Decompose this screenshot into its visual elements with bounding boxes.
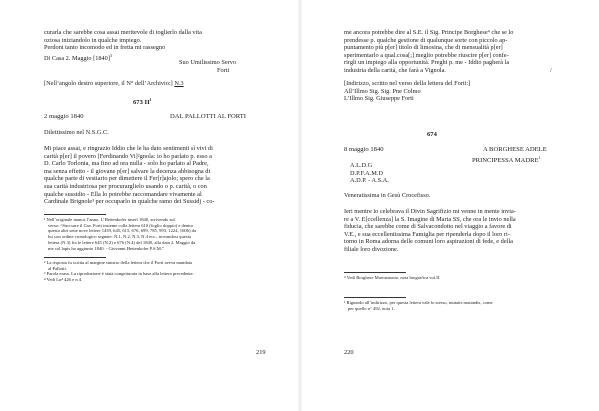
right-line-3: puntamento più p[er] titolo di limosina, che di mensualità p[er]	[344, 44, 503, 52]
right-recipient-2: PRINCIPESSA MADRE$^1$	[472, 155, 541, 165]
left-date-line: Di Casa 2. Maggio $[1840]^3$	[44, 52, 112, 62]
right-initials-2: D.P.F.A.M.D	[350, 169, 383, 177]
left-footnote-rule-2	[44, 257, 106, 258]
left-line-3: Perdoni tanto incomodo ed in fretta mi rassegno	[44, 44, 166, 52]
right-body-4: V.E., e sua eccellentissima Famiglia per ripenderla dopo il loro ri-	[344, 230, 510, 238]
left-footnote-a-5: lettera (N.3) fra le lettere 645 (N.2) e 676 (N.4) del 1840, alla data 2. Maggio da	[48, 239, 196, 245]
left-letter-date: 2 maggio 1840	[44, 113, 84, 120]
left-footnote-b-2: al Pallotti.	[48, 265, 67, 271]
left-salutation: Dilettissimo nel N.S.G.C.	[44, 129, 109, 136]
left-footnote-b-4: ⁴ Vedi Lu⁴ 426 e n 4.	[44, 277, 83, 283]
left-body-5: qualche parte di vestiario per dimettere il Fer[r]ajolo; spero che la	[44, 175, 210, 183]
left-body-3: D. Carlo Torlonia, ma fino ad ora nulla - solo ho parlato al Padre,	[44, 160, 209, 168]
left-footnote-a-3: questa altri sette nove lettere 1439, 645, 615, 676, 699, 785, 993, 1224, 1606) da	[48, 228, 196, 234]
left-body-8: Cardinale Brignole³ per occuparlo in qualche ramo dei Sussidj - co-	[44, 198, 215, 206]
left-closing-2: Forti	[217, 67, 230, 74]
right-initials-1: A.L.D.G	[350, 162, 373, 169]
right-body-1: Ieri mentre io celebrava il Divin Sagrifizio mi venne in mente invia-	[344, 208, 516, 215]
right-letter-date: 8 maggio 1840	[344, 146, 384, 153]
left-footnote-a-6: me col lapis ho aggiunto 1840. - Giovanni Hettenkofer P.S.M.”	[48, 245, 164, 251]
left-letter-route: DAL PALLOTTI AL FORTI	[170, 113, 246, 120]
right-footnote-rule-1	[344, 272, 406, 273]
right-salutation: Veneratissima in Gesù Crocefisso.	[344, 192, 431, 199]
left-body-1: Mi piace assai, e ringrazio Iddio che le ha dato sentimenti sì vivi di	[44, 145, 213, 152]
left-footnote-b-3: ³ Parola erasa. La riproduzione è stata congetturata in base alla lettera precedente.	[44, 271, 194, 277]
right-indirizzo-3: L’Illmo Sig. Giuseppe Forti	[344, 95, 414, 103]
left-page-number: 219	[256, 349, 266, 356]
right-page-number: 220	[344, 349, 354, 356]
right-recipient-1: A BORGHESE ADELE	[483, 146, 547, 153]
right-body-3: fiducia, che sarebbe come di Salvacondotto nel viaggio a favore di	[344, 223, 512, 231]
right-body-2: re a V. E[ccellenza] la S. Imagine di Maria SS, che ora le invio nella	[344, 215, 516, 223]
right-footnote-b-1: ¹ Riguardo all’indirizzo, per questa lettera vale lo stesso, mutatis mutandis, come	[344, 300, 493, 305]
right-line-5: rirgli un impiego alla opportunità. Preghi p. me - Iddio pagherà la	[344, 59, 510, 67]
right-line-1: me ancora potrebbe dire al S.E. il Sig. Principe Borghese⁴ che se lo	[344, 29, 514, 36]
left-footnote-a-4: lui con ordine cronologico segnate: N.1, N.2, N.3, N.4 ecc., trovandosi questa	[48, 234, 191, 240]
left-archive-note: [Nell’angolo destro superiore, il N° dell’Archivio:] N.3	[44, 80, 184, 87]
left-body-7: qualche sussidio - Ella lo potrebbe raccomandare vivamente al	[44, 190, 202, 198]
left-letter-number: 673 $II^1$	[133, 97, 152, 107]
left-footnote-a-2: verso: “Succurre il Cav. Forti insieme colla lettera 610 (foglio doppio) e dentro	[48, 222, 194, 228]
right-body-6: filiale loro divozione.	[344, 246, 399, 253]
left-line-2: oziosa iniziandolo in qualche impiego.	[44, 36, 142, 44]
right-footnote-rule-2	[344, 297, 406, 298]
right-page	[300, 0, 599, 411]
right-indirizzo-1: [Indirizzo, scritto nel verso della lettera del Forti:]	[344, 80, 471, 87]
left-body-2: carità p[er] il povero [Ferdinando Vi]²gnola: io ho parlato p. esso a	[44, 152, 212, 160]
right-line-6: industria della carità, che farà a Vignola.	[344, 67, 446, 74]
right-footnote-a: ⁴ Vedi Borghese Marcantonio, nota biografica vol.II.	[344, 275, 441, 280]
right-slash: /	[550, 67, 552, 74]
left-line-1: curarla che sarebbe cosa assai meritevole di toglierlo dalla vita	[44, 29, 202, 36]
right-line-4: sperimentarlo a qual.cosa[;] meglio potrebbe riuscire p[er] confe-	[344, 51, 509, 59]
right-footnote-b-2: per quello n° 492, nota 1.	[348, 305, 395, 311]
left-closing-1: Suo Umilissimo Servo	[179, 59, 237, 67]
right-line-2: prendesse p. qualche gestione di qualunque sorte con piccolo ap-	[344, 36, 508, 44]
left-page	[0, 0, 299, 411]
left-footnote-a-1: ¹ Nell’originale manca l’anno. L’Hettenkofer inserì 1840, scrivendo sul	[44, 217, 175, 222]
right-initials-3: A.D.P. - A.S.A.	[350, 177, 389, 185]
right-body-5: torno in Roma adorna delle comuni loro aspirazioni di fede, e della	[344, 238, 513, 246]
left-footnote-b-1: ² La risposta fu scritta al margine sinistro della lettera che il Forti aveva mandata	[44, 260, 192, 265]
left-body-6: sua carità industriosa per procurarglielo usando o p. carità, o con	[44, 183, 207, 190]
left-footnote-rule-1	[44, 214, 106, 215]
right-indirizzo-2: All’Illmo Sig. Sig. Pne Colmo	[344, 87, 421, 95]
left-body-4: ma senza effetto - il giovane p[er] salvare la decenza abbisogna di	[44, 167, 211, 175]
right-letter-number: 674	[427, 131, 437, 138]
